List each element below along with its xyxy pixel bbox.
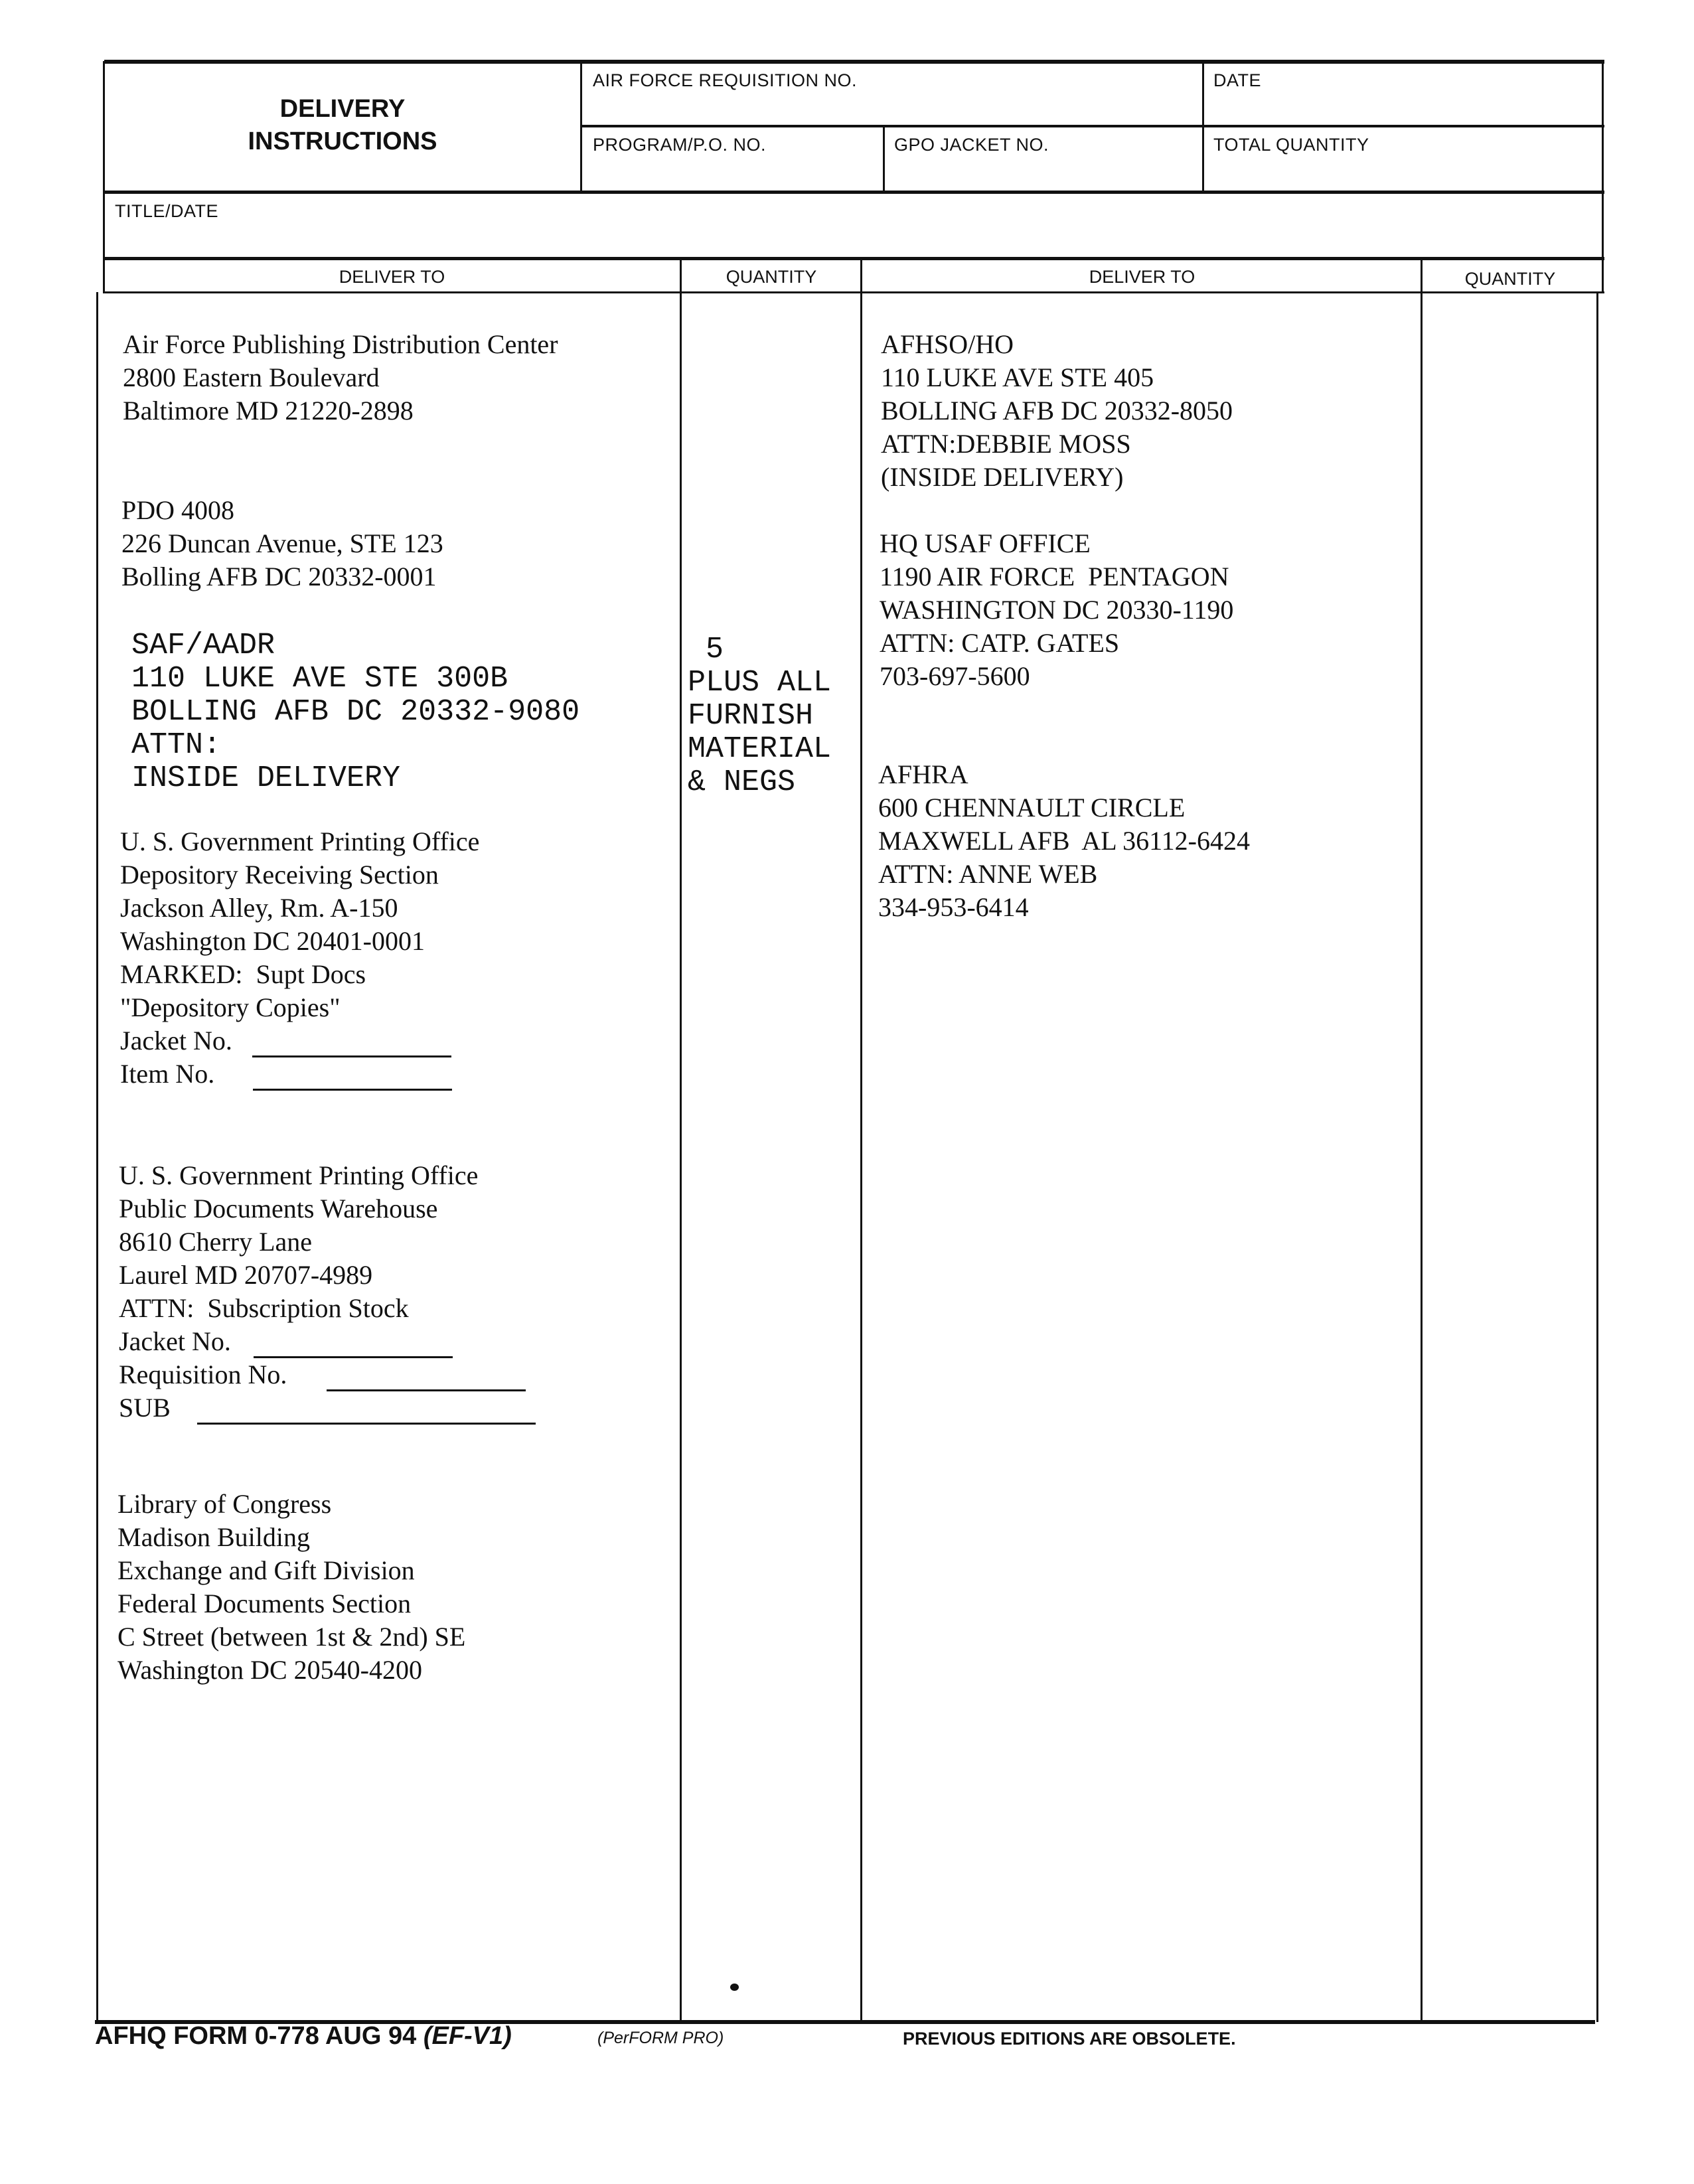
program-label: PROGRAM/P.O. NO. (593, 135, 767, 155)
form-edition: (EF-V1) (423, 2022, 512, 2050)
column-header-quantity: QUANTITY (1464, 269, 1556, 289)
address-line: 110 LUKE AVE STE 405 (881, 362, 1154, 392)
address-block (878, 758, 1250, 924)
address-line: ATTN: CATP. GATES (880, 628, 1120, 658)
address-line: BOLLING AFB DC 20332-8050 (881, 396, 1233, 426)
form-title-line: DELIVERY (279, 95, 406, 123)
address-line: Exchange and Gift Division (117, 1555, 415, 1585)
quantity-line: 5 (688, 633, 724, 666)
address-line: WASHINGTON DC 20330-1190 (880, 595, 1234, 625)
divider (1202, 61, 1204, 192)
address-line: Jacket No. (120, 1026, 232, 1055)
address-line: 226 Duncan Avenue, STE 123 (121, 528, 443, 558)
address-line: ATTN:DEBBIE MOSS (881, 429, 1131, 459)
address-line: Laurel MD 20707-4989 (119, 1260, 373, 1290)
address-line: 8610 Cherry Lane (119, 1227, 313, 1257)
address-block-typed (131, 629, 579, 795)
address-line: (INSIDE DELIVERY) (881, 462, 1124, 492)
address-line: Requisition No. (119, 1360, 287, 1389)
divider (96, 292, 98, 2022)
address-line: ATTN: (131, 728, 222, 762)
obsolete-notice: PREVIOUS EDITIONS ARE OBSOLETE. (903, 2029, 1236, 2049)
requisition-label: AIR FORCE REQUISITION NO. (593, 70, 858, 90)
title-date-label: TITLE/DATE (115, 201, 219, 221)
address-line: "Depository Copies" (120, 992, 341, 1022)
address-line: SUB (119, 1393, 171, 1423)
divider (680, 259, 682, 2021)
total-quantity-label: TOTAL QUANTITY (1213, 135, 1369, 155)
address-block (881, 328, 1233, 494)
address-line: Item No. (120, 1059, 215, 1089)
address-line: U. S. Government Printing Office (120, 826, 480, 856)
address-line: ATTN: ANNE WEB (878, 859, 1098, 889)
date-label: DATE (1213, 70, 1262, 90)
jacket-no-blank (254, 1331, 453, 1358)
address-line: 1190 AIR FORCE PENTAGON (880, 562, 1229, 591)
address-line: Madison Building (117, 1522, 311, 1552)
address-line: Public Documents Warehouse (119, 1194, 438, 1223)
address-line: Jacket No. (119, 1326, 231, 1356)
form-title (104, 93, 581, 158)
quantity-line: PLUS ALL (688, 666, 832, 700)
address-line: MARKED: Supt Docs (120, 959, 366, 989)
divider (1602, 61, 1604, 293)
address-line: 2800 Eastern Boulevard (123, 362, 380, 392)
address-block (120, 825, 479, 1091)
software-note: (PerFORM PRO) (597, 2029, 724, 2047)
quantity-line: FURNISH (688, 699, 814, 733)
divider (104, 60, 1604, 64)
sub-blank (197, 1397, 536, 1425)
address-line: Bolling AFB DC 20332-0001 (121, 562, 437, 591)
address-line: 703-697-5600 (880, 661, 1030, 691)
address-line: MAXWELL AFB AL 36112-6424 (878, 826, 1250, 856)
address-line: Washington DC 20540-4200 (117, 1655, 422, 1685)
address-line: PDO 4008 (121, 495, 235, 525)
address-line: Air Force Publishing Distribution Center (123, 329, 558, 359)
jacket-no-blank (252, 1030, 451, 1057)
address-line: Depository Receiving Section (120, 860, 439, 890)
address-line: C Street (between 1st & 2nd) SE (117, 1622, 466, 1652)
address-line: INSIDE DELIVERY (131, 761, 401, 795)
address-line: Jackson Alley, Rm. A-150 (120, 893, 398, 923)
address-line: Washington DC 20401-0001 (120, 926, 425, 956)
column-header-deliver-to: DELIVER TO (1089, 267, 1195, 287)
address-line: SAF/AADR (131, 629, 275, 663)
form-title-line: INSTRUCTIONS (248, 127, 437, 155)
address-line: 334-953-6414 (878, 892, 1029, 922)
quantity-line: & NEGS (688, 765, 796, 799)
divider (883, 126, 885, 192)
divider (104, 257, 1604, 260)
dot-mark (730, 1984, 739, 1991)
quantity-line: MATERIAL (688, 732, 832, 766)
column-header-quantity: QUANTITY (726, 267, 817, 287)
address-block (880, 527, 1233, 693)
address-block (123, 328, 558, 428)
divider (1421, 259, 1423, 2021)
gpo-jacket-label: GPO JACKET NO. (894, 135, 1049, 155)
form-number-text: AFHQ FORM 0-778 AUG 94 (95, 2022, 417, 2050)
divider (104, 291, 1604, 293)
address-line: 110 LUKE AVE STE 300B (131, 662, 508, 696)
address-line: Federal Documents Section (117, 1589, 412, 1618)
item-no-blank (253, 1063, 452, 1091)
requisition-no-blank (327, 1364, 526, 1391)
address-line: AFHSO/HO (881, 329, 1014, 359)
address-block (119, 1159, 536, 1425)
divider (104, 191, 1604, 194)
address-line: Library of Congress (117, 1489, 332, 1519)
address-line: ATTN: Subscription Stock (119, 1293, 409, 1323)
divider (860, 259, 862, 2021)
quantity-entry (688, 633, 831, 799)
address-line: U. S. Government Printing Office (119, 1160, 479, 1190)
address-line: AFHRA (878, 759, 968, 789)
divider (581, 125, 1604, 127)
address-line: 600 CHENNAULT CIRCLE (878, 793, 1186, 822)
form-number (95, 2022, 512, 2051)
address-block (117, 1488, 465, 1687)
address-block (121, 494, 443, 593)
divider (1596, 292, 1598, 2022)
address-line: BOLLING AFB DC 20332-9080 (131, 695, 580, 729)
column-header-deliver-to: DELIVER TO (339, 267, 445, 287)
address-line: Baltimore MD 21220-2898 (123, 396, 414, 426)
address-line: HQ USAF OFFICE (880, 528, 1091, 558)
